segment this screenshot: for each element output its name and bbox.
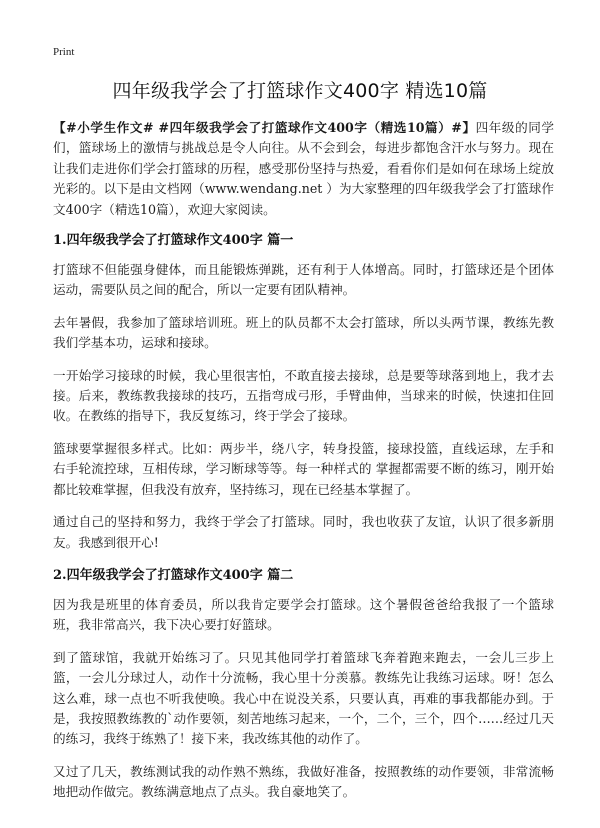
- section-2-paragraph-3: 又过了几天，教练测试我的动作熟不熟练，我做好准备，按照教练的动作要领，非常流畅地把动作做完。教练满意地点了点头。我自豪地笑了。: [53, 763, 554, 800]
- section-heading-2: 2.四年级我学会了打篮球作文400字 篇二: [53, 567, 294, 583]
- intro-paragraph: [53, 118, 554, 220]
- document-body: [53, 118, 554, 815]
- page-title: 四年级我学会了打篮球作文400字 精选10篇: [112, 80, 488, 102]
- section-1-paragraph-1: 打篮球不但能强身健体，而且能锻炼弹跳，还有利于人体增高。同时，打篮球还是个团体运动，需要队员之间的配合，所以一定要有团队精神。: [53, 262, 554, 298]
- print-label: Print: [53, 46, 75, 58]
- intro-tag: 【#小学生作文# #四年级我学会了打篮球作文400字（精选10篇）#】: [53, 120, 476, 135]
- section-heading-1: 1.四年级我学会了打篮球作文400字 篇一: [53, 233, 294, 249]
- section-1-paragraph-4: 篮球要掌握很多样式。比如：两步半，绕八字，转身投篮，接球投篮，直线运球，左手和右手轮流控球，互相传球，学习断球等等。每一种样式的 掌握都需要不断的练习，刚开始都比较难掌握，但我没有放弃，坚持练习，现在已经基本掌握了。: [53, 440, 554, 497]
- section-2-paragraph-1: 因为我是班里的体育委员，所以我肯定要学会打篮球。这个暑假爸爸给我报了一个篮球班，我非常高兴，我下决心要打好篮球。: [53, 596, 554, 633]
- section-1-paragraph-5: 通过自己的坚持和努力，我终于学会了打篮球。同时，我也收获了友谊，认识了很多新朋友。我感到很开心!: [53, 514, 554, 550]
- section-1-paragraph-3: 一开始学习接球的时候，我心里很害怕，不敢直接去接球，总是要等球落到地上，我才去接。后来，教练教我接球的技巧，五指弯成弓形，手臂曲伸，当球来的时候，快速扣住回收。在教练的指导下，我反复练习，终于学会了接球。: [53, 367, 554, 424]
- section-1-paragraph-2: 去年暑假，我参加了篮球培训班。班上的队员都不太会打篮球，所以头两节课，教练先教我们学基本功，运球和接球。: [53, 314, 554, 351]
- section-2-paragraph-2: 到了篮球馆，我就开始练习了。只见其他同学打着篮球飞奔着跑来跑去，一会儿三步上篮，一会儿分球过人，动作十分流畅，我心里十分羡慕。教练先让我练习运球。呀！怎么这么难，球一点也不听我使唤。我心中在说没关系，只要认真，再难的事我都能办到。于是，我按照教练教的`动作要领，刻苦地练习起来，一个，二个，三个，四个……经过几天的练习，我终于练熟了！接下来，我改练其他的动作了。: [53, 649, 554, 747]
- intro-text: 四年级的同学们，篮球场上的激情与挑战总是令人向往。从不会到会，每进步都饱含汗水与努力。现在让我们走进你们学会打篮球的历程，感受那份坚持与热爱，看看你们是如何在球场上绽放光彩的。以下是由文档网（www.wendang.net ）为大家整理的四年级我学会了打篮球作文400字（精选10篇），欢迎大家阅读。: [53, 120, 554, 217]
